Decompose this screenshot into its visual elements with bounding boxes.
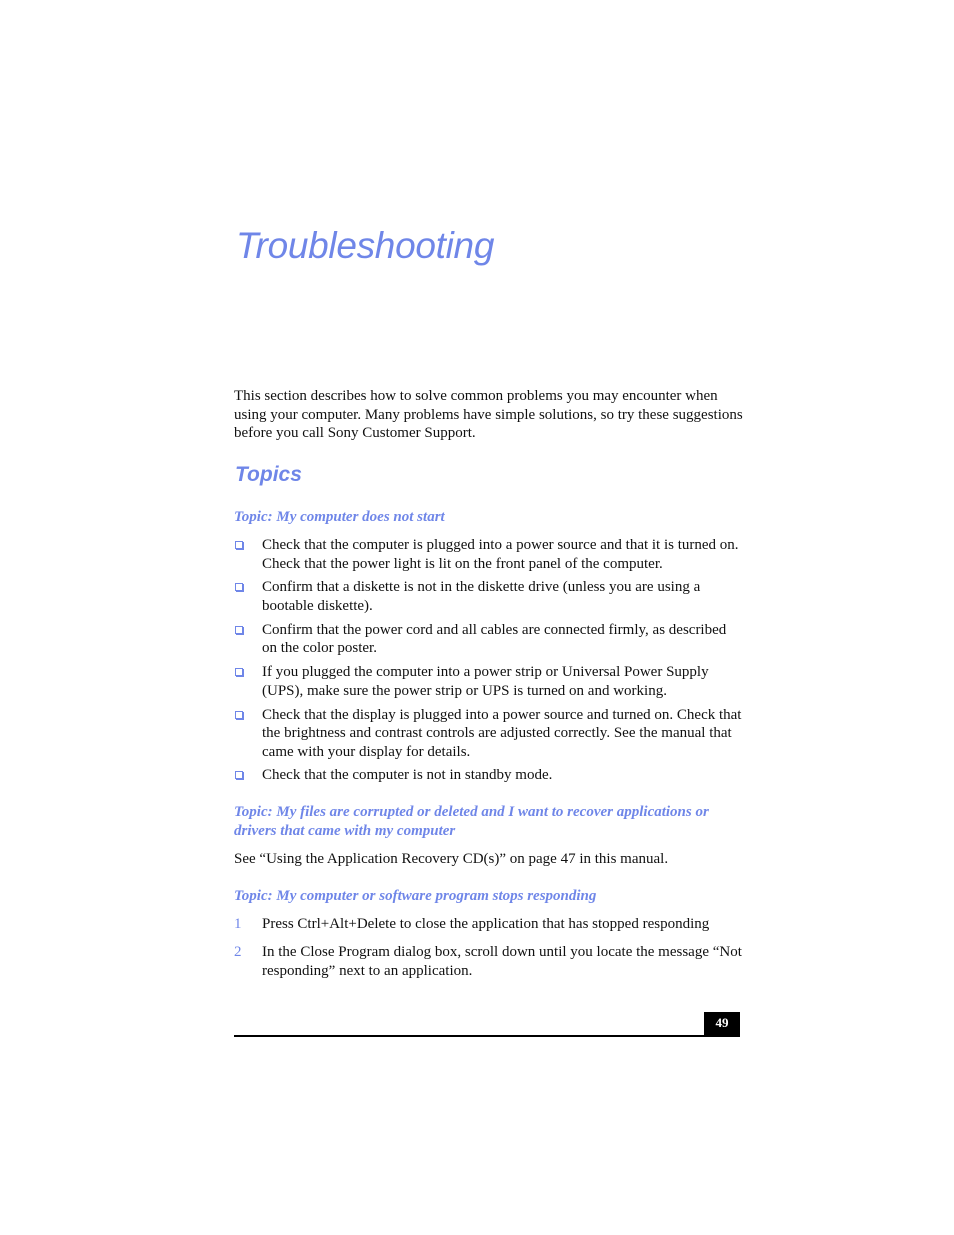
page-number-badge: 49 <box>704 1012 740 1037</box>
footer-divider <box>234 1035 740 1037</box>
list-item <box>234 766 744 785</box>
topic3-step-list <box>234 915 744 990</box>
step-number: 1 <box>234 916 242 932</box>
step-number: 2 <box>234 943 242 960</box>
list-item <box>234 578 744 615</box>
checkbox-bullet-icon <box>235 583 243 591</box>
list-item-text: Check that the computer is plugged into a power source and that it is turned on. Check that the power light is lit on the front panel of the computer. <box>262 537 739 572</box>
page-title: Troubleshooting <box>236 225 495 266</box>
topic-heading-files-corrupted: Topic: My files are corrupted or deleted and I want to recover applications or drivers that came with my computer <box>234 804 709 839</box>
list-item <box>234 663 744 700</box>
list-item-text: If you plugged the computer into a power strip or Universal Power Supply (UPS), make sure the power strip or UPS is turned on and working. <box>262 664 709 699</box>
step-item <box>234 943 744 980</box>
checkbox-bullet-icon <box>235 771 243 779</box>
topic-heading-does-not-start: Topic: My computer does not start <box>234 509 445 525</box>
step-text: Press Ctrl+Alt+Delete to close the application that has stopped responding <box>262 916 710 932</box>
list-item-text: Check that the computer is not in standby mode. <box>262 767 553 784</box>
list-item-text: Check that the display is plugged into a power source and turned on. Check that the brightness and contrast controls are adjusted correctly. See the manual that came with your display for details. <box>262 706 742 760</box>
list-item <box>234 621 744 658</box>
intro-paragraph: This section describes how to solve common problems you may encounter when using your computer. Many problems have simple solutions, so try these suggestions before you call Sony Customer Support. <box>234 388 743 442</box>
list-item <box>234 706 744 762</box>
step-text: In the Close Program dialog box, scroll down until you locate the message “Not responding” next to an application. <box>262 943 742 979</box>
topics-heading: Topics <box>235 463 302 486</box>
checkbox-bullet-icon <box>235 668 243 676</box>
list-item <box>234 536 744 573</box>
list-item-text: Confirm that the power cord and all cables are connected firmly, as described on the color poster. <box>262 621 727 657</box>
checkbox-bullet-icon <box>235 711 243 719</box>
list-item-text: Confirm that a diskette is not in the diskette drive (unless you are using a bootable diskette). <box>262 579 701 614</box>
topic-heading-stops-responding: Topic: My computer or software program stops responding <box>234 888 597 904</box>
checkbox-bullet-icon <box>235 626 243 634</box>
topic1-bullet-list <box>234 536 744 790</box>
checkbox-bullet-icon <box>235 541 243 549</box>
recovery-reference-text: See “Using the Application Recovery CD(s)” on page 47 in this manual. <box>234 851 669 867</box>
step-item <box>234 915 744 934</box>
